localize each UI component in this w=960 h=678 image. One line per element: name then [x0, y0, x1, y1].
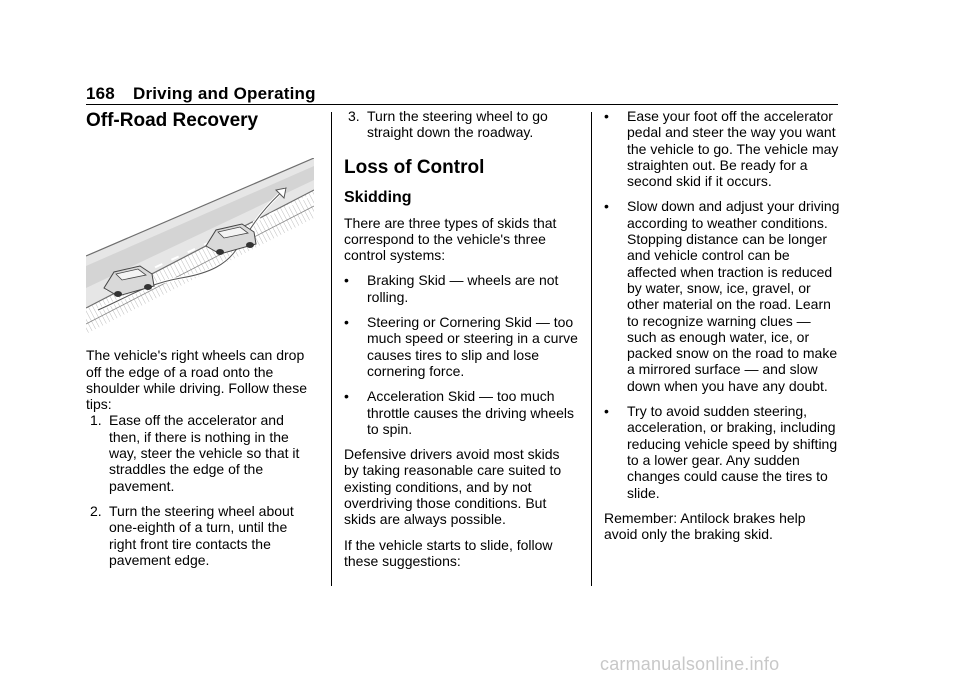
page-header — [86, 84, 316, 104]
section-title: Driving and Operating — [132, 84, 316, 103]
list-item: 3. Turn the steering wheel to go straight down the roadway. — [348, 108, 548, 141]
skidding-subheading: Skidding — [344, 188, 412, 206]
list-item: 1. Ease off the accelerator and then, if there is nothing in the way, steer the vehicle so that it straddles the edge of the pavement. — [90, 412, 300, 494]
off-road-steps — [86, 412, 318, 568]
column-divider-2 — [591, 112, 592, 586]
skidding-intro: There are three types of skids that correspond to the vehicle's three control systems: — [344, 214, 557, 264]
slide-suggestions-paragraph: If the vehicle starts to slide, follow these suggestions: — [344, 536, 553, 569]
list-item: 2. Turn the steering wheel about one-eighth of a turn, until the right front tire contacts the pavement edge. — [90, 502, 294, 568]
suggestions-list — [604, 108, 840, 501]
off-road-recovery-illustration — [86, 158, 314, 334]
list-item: • Steering or Cornering Skid — too much speed or steering in a curve causes tires to slip and lose cornering force. — [344, 314, 578, 379]
column-3 — [604, 108, 840, 542]
list-item: • Slow down and adjust your driving according to weather conditions. Stopping distance can be longer and vehicle control can be affected when traction is reduced by water, snow, ice, gravel, or other material on the road. Learn to recognize warning clues — such as enough water, ice, or packed snow on the road to make a mirrored surface — and slow down when you have any doubt. — [604, 198, 840, 394]
skid-types-list — [344, 272, 578, 437]
list-item: • Ease your foot off the accelerator pedal and steer the way you want the vehicle to go. The vehicle may straighten out. Be ready for a second skid if it occurs. — [604, 108, 839, 190]
column-1 — [86, 108, 318, 568]
list-item: • Try to avoid sudden steering, acceleration, or braking, including reducing vehicle speed by shifting to a lower gear. Any sudden changes could cause the tires to slide. — [604, 403, 838, 501]
column-divider-1 — [331, 112, 332, 586]
column-2 — [344, 108, 578, 569]
header-rule — [86, 104, 838, 105]
defensive-drivers-paragraph: Defensive drivers avoid most skids by taking reasonable care suited to existing conditions, and by not overdriving those conditions. But skids are always possible. — [344, 446, 562, 528]
page-number: 168 — [86, 84, 115, 103]
off-road-recovery-heading: Off-Road Recovery — [86, 110, 259, 131]
loss-of-control-heading: Loss of Control — [344, 156, 485, 178]
off-road-step-3 — [344, 108, 578, 141]
list-item: • Braking Skid — wheels are not rolling. — [344, 272, 559, 305]
watermark: carmanualsonline.info — [600, 654, 780, 674]
off-road-intro: The vehicle's right wheels can drop off the edge of a road onto the shoulder while driving. Follow these tips: — [86, 347, 307, 413]
antilock-remember-paragraph: Remember: Antilock brakes help avoid only the braking skid. — [604, 509, 806, 543]
list-item: • Acceleration Skid — too much throttle causes the driving wheels to spin. — [344, 388, 574, 437]
